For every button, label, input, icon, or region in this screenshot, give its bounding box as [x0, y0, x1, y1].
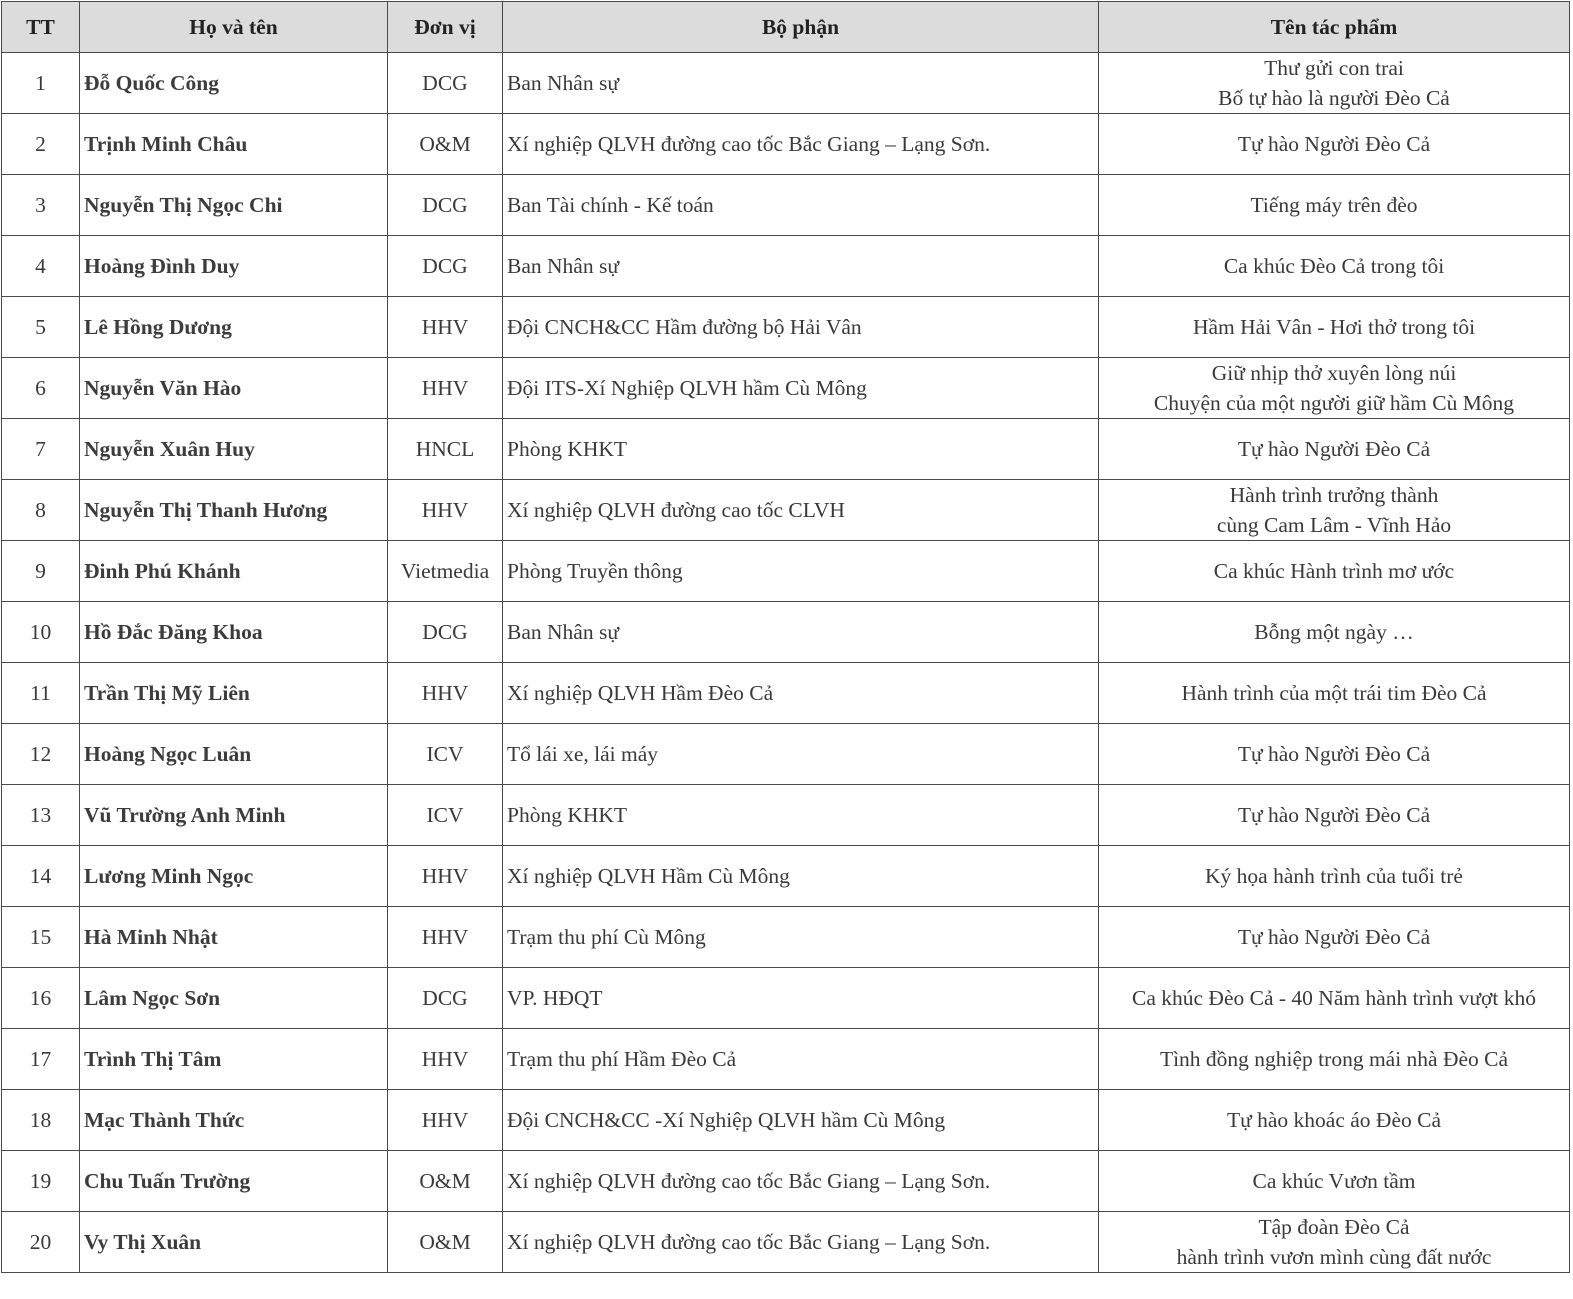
cell-unit[interactable]: HHV [388, 663, 503, 724]
cell-work[interactable] [1099, 1151, 1570, 1212]
work-title-line: Bỗng một ngày … [1254, 620, 1414, 644]
cell-tt[interactable]: 6 [2, 358, 80, 419]
cell-tt[interactable]: 3 [2, 175, 80, 236]
cell-work[interactable] [1099, 1090, 1570, 1151]
cell-tt[interactable]: 7 [2, 419, 80, 480]
cell-unit[interactable]: HHV [388, 1090, 503, 1151]
cell-tt[interactable]: 16 [2, 968, 80, 1029]
work-title-line: Tự hào Người Đèo Cả [1237, 132, 1431, 156]
cell-unit[interactable]: O&M [388, 1151, 503, 1212]
cell-name[interactable]: Lê Hồng Dương [80, 297, 388, 358]
table-body [2, 53, 1570, 1273]
cell-unit[interactable]: ICV [388, 724, 503, 785]
cell-name[interactable]: Nguyễn Xuân Huy [80, 419, 388, 480]
cell-tt[interactable]: 13 [2, 785, 80, 846]
work-title-line: Ký họa hành trình của tuổi trẻ [1205, 864, 1463, 888]
table-row[interactable] [2, 602, 1570, 663]
cell-dept[interactable]: Xí nghiệp QLVH đường cao tốc Bắc Giang – Lạng Sơn. [503, 1212, 1099, 1273]
cell-work[interactable] [1099, 724, 1570, 785]
header-row [2, 2, 1570, 53]
cell-work[interactable] [1099, 907, 1570, 968]
cell-name[interactable]: Hoàng Ngọc Luân [80, 724, 388, 785]
work-title-line: Tình đồng nghiệp trong mái nhà Đèo Cả [1159, 1047, 1509, 1071]
cell-dept[interactable]: Đội CNCH&CC Hầm đường bộ Hải Vân [503, 297, 1099, 358]
cell-dept[interactable]: Đội CNCH&CC -Xí Nghiệp QLVH hầm Cù Mông [503, 1090, 1099, 1151]
cell-unit[interactable]: HHV [388, 1029, 503, 1090]
cell-tt[interactable]: 20 [2, 1212, 80, 1273]
cell-tt[interactable]: 14 [2, 846, 80, 907]
cell-unit[interactable]: DCG [388, 602, 503, 663]
work-title-line: Tập đoàn Đèo Cả [1258, 1215, 1410, 1239]
table-header [2, 2, 1570, 53]
cell-unit[interactable]: HHV [388, 358, 503, 419]
cell-dept[interactable]: Xí nghiệp QLVH đường cao tốc Bắc Giang – Lạng Sơn. [503, 114, 1099, 175]
work-title-line: Tự hào Người Đèo Cả [1237, 742, 1431, 766]
cell-name[interactable]: Trịnh Minh Châu [80, 114, 388, 175]
cell-name[interactable]: Trần Thị Mỹ Liên [80, 663, 388, 724]
cell-name[interactable]: Đinh Phú Khánh [80, 541, 388, 602]
cell-dept[interactable]: Ban Nhân sự [503, 236, 1099, 297]
cell-tt[interactable]: 1 [2, 53, 80, 114]
cell-tt[interactable]: 2 [2, 114, 80, 175]
cell-dept[interactable]: Phòng KHKT [503, 419, 1099, 480]
cell-name[interactable]: Trình Thị Tâm [80, 1029, 388, 1090]
cell-work[interactable] [1099, 480, 1570, 541]
table-row[interactable] [2, 968, 1570, 1029]
cell-tt[interactable]: 4 [2, 236, 80, 297]
cell-work[interactable] [1099, 968, 1570, 1029]
table-row[interactable] [2, 53, 1570, 114]
table-row[interactable] [2, 663, 1570, 724]
work-title-line: Ca khúc Vươn tầm [1252, 1169, 1416, 1193]
cell-dept[interactable]: Phòng Truyền thông [503, 541, 1099, 602]
cell-tt[interactable]: 17 [2, 1029, 80, 1090]
cell-name[interactable]: Vy Thị Xuân [80, 1212, 388, 1273]
work-title-line: Giữ nhịp thở xuyên lòng núi [1211, 361, 1457, 385]
cell-tt[interactable]: 18 [2, 1090, 80, 1151]
work-title-line: cùng Cam Lâm - Vĩnh Hảo [1216, 513, 1452, 537]
header-work[interactable]: Tên tác phẩm [1099, 2, 1570, 53]
cell-dept[interactable]: Ban Tài chính - Kế toán [503, 175, 1099, 236]
work-title-line: Hành trình của một trái tim Đèo Cả [1181, 681, 1487, 705]
cell-dept[interactable]: Ban Nhân sự [503, 53, 1099, 114]
cell-dept[interactable]: Trạm thu phí Hầm Đèo Cả [503, 1029, 1099, 1090]
table-row[interactable] [2, 785, 1570, 846]
cell-dept[interactable]: Xí nghiệp QLVH Hầm Đèo Cả [503, 663, 1099, 724]
table-row[interactable] [2, 1029, 1570, 1090]
table-row[interactable] [2, 297, 1570, 358]
work-title-line: Tiếng máy trên đèo [1250, 193, 1418, 217]
cell-name[interactable]: Nguyễn Thị Thanh Hương [80, 480, 388, 541]
cell-tt[interactable]: 9 [2, 541, 80, 602]
cell-name[interactable]: Hoàng Đình Duy [80, 236, 388, 297]
cell-tt[interactable]: 12 [2, 724, 80, 785]
cell-work[interactable] [1099, 53, 1570, 114]
header-dept[interactable]: Bộ phận [503, 2, 1099, 53]
work-title-line: Hành trình trưởng thành [1229, 483, 1439, 507]
cell-dept[interactable]: Đội ITS-Xí Nghiệp QLVH hầm Cù Mông [503, 358, 1099, 419]
work-title-line: Ca khúc Hành trình mơ ước [1213, 559, 1455, 583]
cell-name[interactable]: Nguyễn Thị Ngọc Chi [80, 175, 388, 236]
cell-unit[interactable]: HHV [388, 480, 503, 541]
cell-work[interactable] [1099, 175, 1570, 236]
cell-name[interactable]: Lâm Ngọc Sơn [80, 968, 388, 1029]
table-row[interactable] [2, 1151, 1570, 1212]
cell-dept[interactable]: Trạm thu phí Cù Mông [503, 907, 1099, 968]
cell-unit[interactable]: O&M [388, 114, 503, 175]
cell-work[interactable] [1099, 1212, 1570, 1273]
work-title-line: Chuyện của một người giữ hầm Cù Mông [1153, 391, 1515, 415]
cell-name[interactable]: Nguyễn Văn Hào [80, 358, 388, 419]
table-row[interactable] [2, 846, 1570, 907]
cell-unit[interactable]: DCG [388, 53, 503, 114]
cell-unit[interactable]: O&M [388, 1212, 503, 1273]
cell-unit[interactable]: DCG [388, 175, 503, 236]
work-title-line: Bố tự hào là người Đèo Cả [1218, 86, 1450, 110]
cell-name[interactable]: Hà Minh Nhật [80, 907, 388, 968]
header-name[interactable]: Họ và tên [80, 2, 388, 53]
table-row[interactable] [2, 1090, 1570, 1151]
cell-work[interactable] [1099, 663, 1570, 724]
cell-name[interactable]: Chu Tuấn Trường [80, 1151, 388, 1212]
table-row[interactable] [2, 1212, 1570, 1273]
cell-dept[interactable]: Xí nghiệp QLVH đường cao tốc Bắc Giang – Lạng Sơn. [503, 1151, 1099, 1212]
cell-dept[interactable]: Tổ lái xe, lái máy [503, 724, 1099, 785]
table-row[interactable] [2, 480, 1570, 541]
cell-unit[interactable]: HHV [388, 846, 503, 907]
header-unit[interactable]: Đơn vị [388, 2, 503, 53]
cell-work[interactable] [1099, 114, 1570, 175]
cell-work[interactable] [1099, 785, 1570, 846]
table-row[interactable] [2, 907, 1570, 968]
work-title-line: Thư gửi con trai [1264, 56, 1404, 80]
work-title-line: Ca khúc Đèo Cả - 40 Năm hành trình vượt khó [1132, 986, 1536, 1010]
table-row[interactable] [2, 724, 1570, 785]
cell-dept[interactable]: Xí nghiệp QLVH đường cao tốc CLVH [503, 480, 1099, 541]
cell-dept[interactable]: Xí nghiệp QLVH Hầm Cù Mông [503, 846, 1099, 907]
entries-table [1, 1, 1570, 1273]
work-title-line: Tự hào Người Đèo Cả [1237, 925, 1431, 949]
cell-unit[interactable]: HHV [388, 907, 503, 968]
table-row[interactable] [2, 419, 1570, 480]
cell-unit[interactable]: ICV [388, 785, 503, 846]
cell-tt[interactable]: 5 [2, 297, 80, 358]
header-tt[interactable]: TT [2, 2, 80, 53]
cell-dept[interactable]: Phòng KHKT [503, 785, 1099, 846]
work-title-line: Tự hào khoác áo Đèo Cả [1226, 1108, 1442, 1132]
work-title-line: Tự hào Người Đèo Cả [1237, 437, 1431, 461]
table-row[interactable] [2, 175, 1570, 236]
cell-work[interactable] [1099, 602, 1570, 663]
work-title-line: hành trình vươn mình cùng đất nước [1176, 1245, 1492, 1269]
cell-name[interactable]: Mạc Thành Thức [80, 1090, 388, 1151]
cell-tt[interactable]: 19 [2, 1151, 80, 1212]
cell-work[interactable] [1099, 1029, 1570, 1090]
table-row[interactable] [2, 358, 1570, 419]
cell-work[interactable] [1099, 419, 1570, 480]
cell-unit[interactable]: HNCL [388, 419, 503, 480]
cell-tt[interactable]: 11 [2, 663, 80, 724]
cell-name[interactable]: Hồ Đắc Đăng Khoa [80, 602, 388, 663]
cell-name[interactable]: Đỗ Quốc Công [80, 53, 388, 114]
cell-unit[interactable]: DCG [388, 968, 503, 1029]
cell-dept[interactable]: VP. HĐQT [503, 968, 1099, 1029]
work-title-line: Hầm Hải Vân - Hơi thở trong tôi [1192, 315, 1476, 339]
cell-dept[interactable]: Ban Nhân sự [503, 602, 1099, 663]
cell-work[interactable] [1099, 236, 1570, 297]
cell-tt[interactable]: 15 [2, 907, 80, 968]
table-row[interactable] [2, 114, 1570, 175]
cell-unit[interactable]: HHV [388, 297, 503, 358]
cell-tt[interactable]: 10 [2, 602, 80, 663]
cell-work[interactable] [1099, 846, 1570, 907]
work-title-line: Tự hào Người Đèo Cả [1237, 803, 1431, 827]
cell-name[interactable]: Lương Minh Ngọc [80, 846, 388, 907]
cell-work[interactable] [1099, 358, 1570, 419]
cell-name[interactable]: Vũ Trường Anh Minh [80, 785, 388, 846]
cell-work[interactable] [1099, 541, 1570, 602]
cell-unit[interactable]: DCG [388, 236, 503, 297]
cell-work[interactable] [1099, 297, 1570, 358]
table-row[interactable] [2, 236, 1570, 297]
cell-unit[interactable]: Vietmedia [388, 541, 503, 602]
cell-tt[interactable]: 8 [2, 480, 80, 541]
table-row[interactable] [2, 541, 1570, 602]
work-title-line: Ca khúc Đèo Cả trong tôi [1223, 254, 1445, 278]
